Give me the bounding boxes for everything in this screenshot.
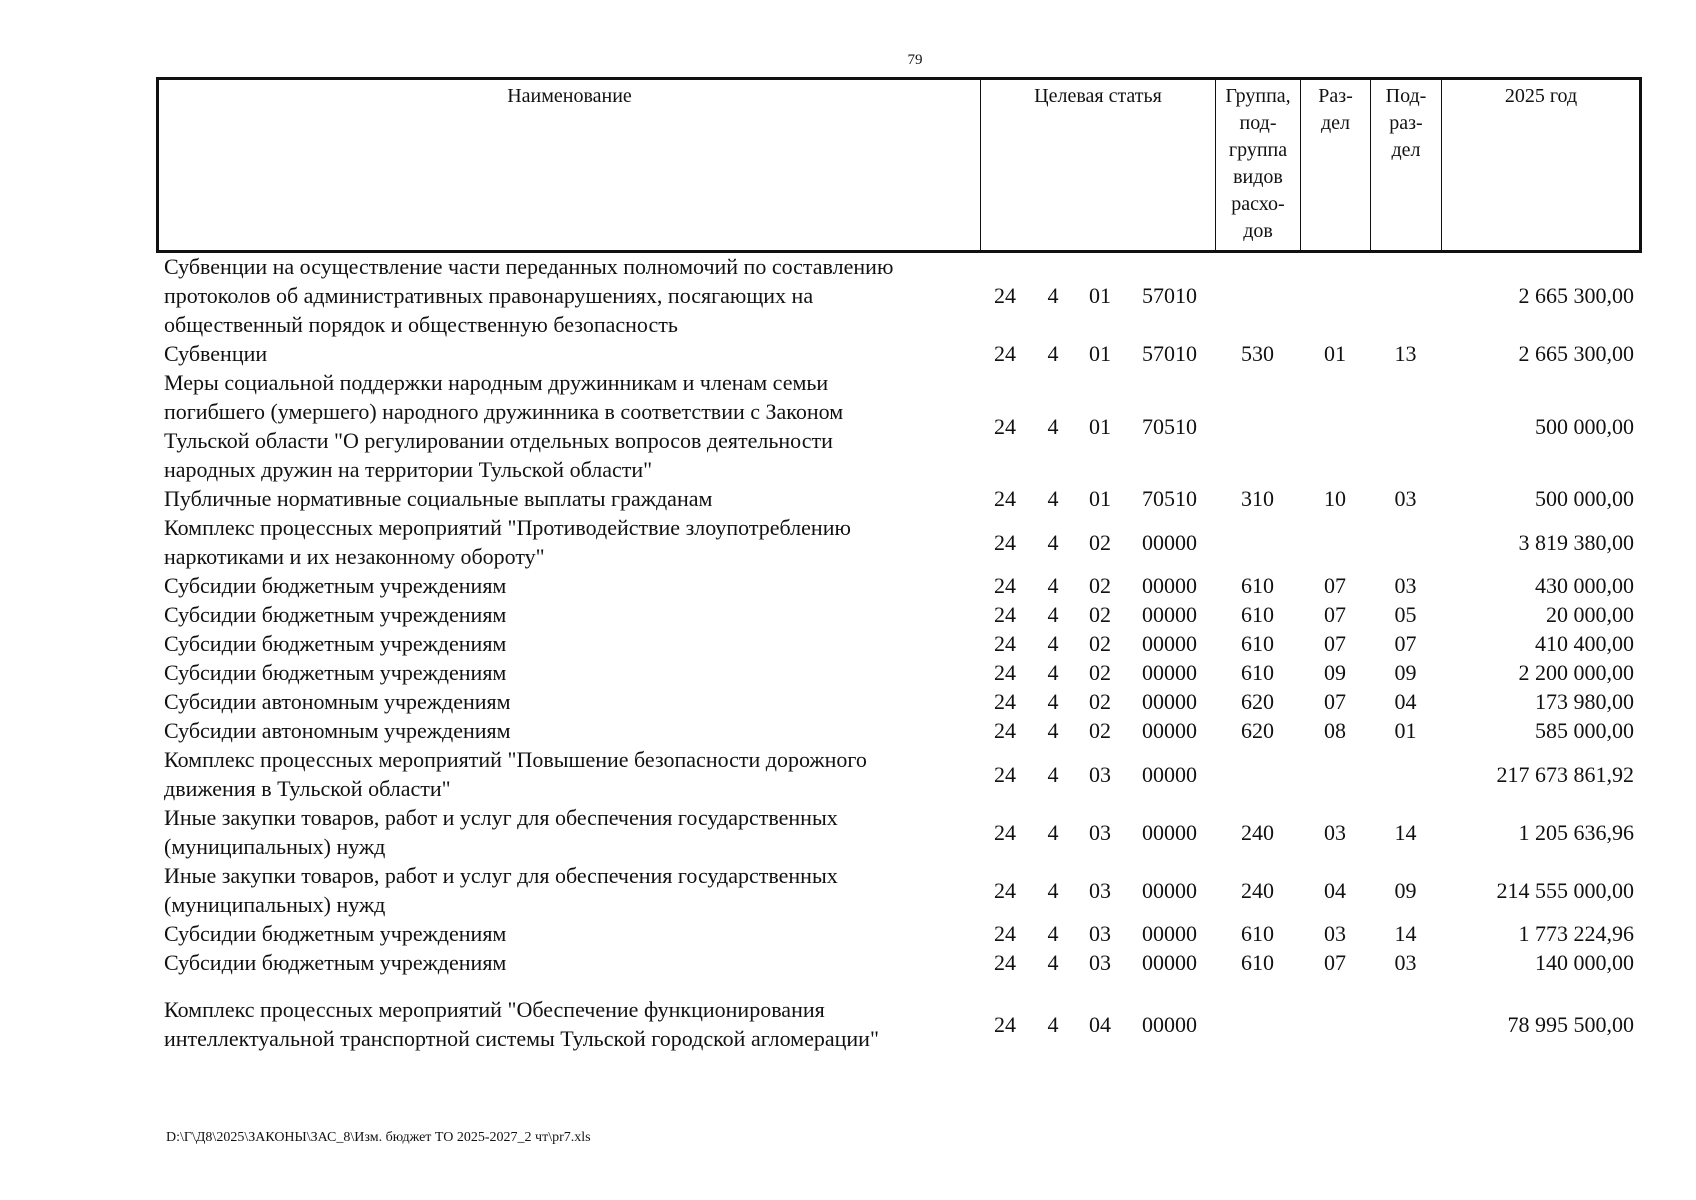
header-line: Группа, (1225, 85, 1291, 107)
amount-2025: 3 819 380,00 (1518, 529, 1634, 555)
target-code-2: 4 (1047, 718, 1059, 743)
target-code-1: 24 (994, 718, 1016, 743)
subsection-code (1370, 368, 1441, 484)
table-row (158, 745, 1640, 803)
header-line: раз- (1389, 112, 1423, 134)
target-code-1: 24 (994, 413, 1016, 439)
subsection-code: 03 (1394, 950, 1417, 975)
expense-group: 620 (1241, 718, 1274, 743)
row-name-line: Субвенции на осуществление части переданных полномочий по составлению (164, 254, 894, 279)
row-name-line: Субсидии бюджетным учреждениям (164, 660, 507, 685)
target-code-2: 4 (1047, 529, 1059, 555)
expense-group: 610 (1241, 602, 1274, 627)
target-code-2: 4 (1047, 761, 1059, 787)
expense-group: 610 (1241, 921, 1274, 946)
section-code: 10 (1324, 486, 1346, 511)
amount-2025: 2 200 000,00 (1518, 660, 1634, 685)
target-code-4: 57010 (1142, 341, 1197, 366)
section-code: 04 (1324, 877, 1346, 903)
amount-2025: 1 205 636,96 (1518, 819, 1634, 845)
subsection-code: 14 (1394, 921, 1417, 946)
subsection-code: 04 (1394, 689, 1417, 714)
section-code (1300, 745, 1370, 803)
amount-2025: 2 665 300,00 (1518, 283, 1634, 308)
target-code-3: 03 (1089, 950, 1111, 975)
amount-2025: 78 995 500,00 (1507, 1011, 1634, 1037)
target-code-2: 4 (1047, 486, 1059, 511)
target-code-3: 01 (1089, 283, 1111, 308)
target-code-1: 24 (994, 529, 1016, 555)
header-line: дел (1391, 139, 1421, 161)
row-name-line: протоколов об административных правонарушениях, посягающих на (164, 283, 814, 308)
section-code (1300, 513, 1370, 571)
amount-2025: 585 000,00 (1535, 718, 1634, 743)
row-spacer (158, 977, 1640, 995)
row-name-line: Субсидии автономным учреждениям (164, 689, 511, 714)
target-code-4: 00000 (1142, 877, 1197, 903)
table-row (158, 484, 1640, 513)
row-name-line: Тульской области "О регулировании отдельных вопросов деятельности (164, 428, 833, 453)
row-name (158, 484, 980, 513)
target-code-2: 4 (1047, 689, 1059, 714)
header-line: Под- (1385, 85, 1427, 107)
header-subsection (1371, 79, 1442, 251)
expense-group: 620 (1241, 689, 1274, 714)
section-code (1300, 368, 1370, 484)
subsection-code: 03 (1394, 573, 1417, 598)
amount-2025: 217 673 861,92 (1496, 761, 1634, 787)
target-code-2: 4 (1047, 660, 1059, 685)
target-code-1: 24 (994, 1011, 1016, 1037)
section-code: 07 (1324, 631, 1346, 656)
table-row (158, 948, 1640, 977)
target-code-2: 4 (1047, 950, 1059, 975)
row-name-line: Субвенции (164, 341, 268, 366)
row-name-line: Субсидии бюджетным учреждениям (164, 573, 507, 598)
table-row (158, 687, 1640, 716)
target-code-2: 4 (1047, 341, 1059, 366)
row-name (158, 716, 980, 745)
expense-group: 610 (1241, 950, 1274, 975)
section-code: 01 (1324, 341, 1346, 366)
table-header (158, 78, 1641, 251)
table-row (158, 513, 1640, 571)
target-code-4: 00000 (1142, 921, 1197, 946)
target-code-1: 24 (994, 283, 1016, 308)
target-code-1: 24 (994, 573, 1016, 598)
row-name (158, 948, 980, 977)
table-row (158, 803, 1640, 861)
subsection-code: 03 (1394, 486, 1417, 511)
row-name-line: интеллектуальной транспортной системы Тульской городской агломерации" (164, 1026, 879, 1051)
header-line: расхо- (1231, 193, 1285, 215)
amount-2025: 1 773 224,96 (1518, 921, 1634, 946)
subsection-code: 05 (1394, 602, 1417, 627)
section-code (1300, 995, 1370, 1053)
row-name-line: Иные закупки товаров, работ и услуг для обеспечения государственных (164, 805, 838, 830)
target-code-2: 4 (1047, 283, 1059, 308)
expense-group: 610 (1241, 660, 1274, 685)
row-name (158, 861, 980, 919)
target-code-2: 4 (1047, 1011, 1059, 1037)
row-name (158, 513, 980, 571)
row-name (158, 571, 980, 600)
table-row (158, 658, 1640, 687)
target-code-2: 4 (1047, 602, 1059, 627)
target-code-3: 02 (1089, 660, 1111, 685)
target-code-4: 70510 (1142, 486, 1197, 511)
row-name-line: Субсидии автономным учреждениям (164, 718, 511, 743)
table-row (158, 368, 1640, 484)
row-name-line: Субсидии бюджетным учреждениям (164, 950, 507, 975)
section-code: 03 (1324, 921, 1346, 946)
target-code-3: 01 (1089, 413, 1111, 439)
section-code: 07 (1324, 689, 1346, 714)
row-name (158, 995, 980, 1053)
target-code-3: 04 (1089, 1011, 1111, 1037)
expense-group: 610 (1241, 631, 1274, 656)
target-code-4: 00000 (1142, 689, 1197, 714)
amount-2025: 20 000,00 (1546, 602, 1634, 627)
target-code-2: 4 (1047, 877, 1059, 903)
target-code-1: 24 (994, 689, 1016, 714)
section-code: 08 (1324, 718, 1346, 743)
amount-2025: 500 000,00 (1535, 486, 1634, 511)
target-code-4: 00000 (1142, 761, 1197, 787)
target-code-1: 24 (994, 877, 1016, 903)
row-name-line: (муниципальных) нужд (164, 892, 386, 917)
subsection-code: 09 (1394, 877, 1417, 903)
target-code-4: 00000 (1142, 631, 1197, 656)
table-row (158, 716, 1640, 745)
header-line: дел (1320, 112, 1351, 134)
header-name: Наименование (159, 79, 981, 251)
target-code-1: 24 (994, 341, 1016, 366)
subsection-code (1370, 513, 1441, 571)
subsection-code: 13 (1394, 341, 1417, 366)
target-code-3: 02 (1089, 573, 1111, 598)
expense-group: 610 (1241, 573, 1274, 598)
row-name (158, 339, 980, 368)
header-line: дов (1243, 220, 1273, 242)
row-name-line: Субсидии бюджетным учреждениям (164, 921, 507, 946)
header-line: под- (1239, 112, 1277, 134)
target-code-4: 00000 (1142, 602, 1197, 627)
target-code-1: 24 (994, 761, 1016, 787)
section-code: 03 (1324, 819, 1346, 845)
row-name-line: наркотиками и их незаконному обороту" (164, 544, 545, 569)
row-name (158, 658, 980, 687)
target-code-1: 24 (994, 660, 1016, 685)
row-name (158, 687, 980, 716)
expense-group (1215, 252, 1300, 339)
row-name-line: народных дружин на территории Тульской области" (164, 457, 653, 482)
target-code-2: 4 (1047, 631, 1059, 656)
amount-2025: 2 665 300,00 (1518, 341, 1634, 366)
page-number: 79 (907, 52, 923, 68)
subsection-code: 07 (1394, 631, 1417, 656)
expense-group: 240 (1241, 819, 1274, 845)
target-code-4: 00000 (1142, 718, 1197, 743)
row-name-line: движения в Тульской области" (164, 776, 451, 801)
amount-2025: 410 400,00 (1535, 631, 1634, 656)
expense-group (1215, 995, 1300, 1053)
target-code-1: 24 (994, 950, 1016, 975)
row-name (158, 803, 980, 861)
table-row (158, 571, 1640, 600)
target-code-4: 00000 (1142, 573, 1197, 598)
header-line: Раз- (1318, 85, 1353, 107)
subsection-code: 01 (1394, 718, 1417, 743)
row-name-line: Комплекс процессных мероприятий "Повышение безопасности дорожного (164, 747, 867, 772)
target-code-4: 00000 (1142, 529, 1197, 555)
target-code-3: 02 (1089, 718, 1111, 743)
section-code: 07 (1324, 950, 1346, 975)
target-code-4: 00000 (1142, 1011, 1197, 1037)
header-target: Целевая статья (981, 79, 1216, 251)
row-name-line: Комплекс процессных мероприятий "Противодействие злоупотреблению (164, 515, 851, 540)
expense-group: 310 (1241, 486, 1274, 511)
row-name-line: Меры социальной поддержки народным дружинникам и членам семьи (164, 370, 829, 395)
target-code-1: 24 (994, 631, 1016, 656)
row-name (158, 745, 980, 803)
target-code-4: 00000 (1142, 819, 1197, 845)
target-code-4: 70510 (1142, 413, 1197, 439)
table-row (158, 252, 1640, 339)
target-code-3: 02 (1089, 602, 1111, 627)
amount-2025: 173 980,00 (1535, 689, 1634, 714)
table-row (158, 629, 1640, 658)
header-line: группа (1228, 139, 1288, 161)
row-name-line: Субсидии бюджетным учреждениям (164, 631, 507, 656)
row-name (158, 368, 980, 484)
amount-2025: 500 000,00 (1535, 413, 1634, 439)
target-code-1: 24 (994, 819, 1016, 845)
target-code-2: 4 (1047, 819, 1059, 845)
amount-2025: 430 000,00 (1535, 573, 1634, 598)
table-row (158, 600, 1640, 629)
expense-group (1215, 513, 1300, 571)
header-section (1301, 79, 1371, 251)
target-code-3: 03 (1089, 761, 1111, 787)
target-code-3: 02 (1089, 631, 1111, 656)
row-name-line: погибшего (умершего) народного дружинника в соответствии с Законом (164, 399, 844, 424)
subsection-code: 09 (1394, 660, 1417, 685)
target-code-4: 00000 (1142, 950, 1197, 975)
table-row (158, 995, 1640, 1053)
section-code: 09 (1324, 660, 1346, 685)
subsection-code (1370, 995, 1441, 1053)
expense-group (1215, 368, 1300, 484)
amount-2025: 214 555 000,00 (1496, 877, 1634, 903)
subsection-code: 14 (1394, 819, 1417, 845)
target-code-3: 02 (1089, 529, 1111, 555)
row-name-line: Комплекс процессных мероприятий "Обеспечение функционирования (164, 997, 825, 1022)
subsection-code (1370, 745, 1441, 803)
target-code-3: 01 (1089, 341, 1111, 366)
expense-group: 530 (1241, 341, 1274, 366)
amount-2025: 140 000,00 (1535, 950, 1634, 975)
section-code (1300, 252, 1370, 339)
target-code-2: 4 (1047, 573, 1059, 598)
header-group (1216, 79, 1301, 251)
header-line: видов (1233, 166, 1283, 188)
target-code-3: 03 (1089, 877, 1111, 903)
expense-group: 240 (1241, 877, 1274, 903)
row-name-line: Публичные нормативные социальные выплаты гражданам (164, 486, 713, 511)
target-code-4: 57010 (1142, 283, 1197, 308)
section-code: 07 (1324, 602, 1346, 627)
section-code: 07 (1324, 573, 1346, 598)
row-name (158, 629, 980, 658)
row-name (158, 600, 980, 629)
row-name (158, 252, 980, 339)
budget-table (158, 252, 1640, 1053)
target-code-2: 4 (1047, 921, 1059, 946)
target-code-3: 01 (1089, 486, 1111, 511)
target-code-3: 02 (1089, 689, 1111, 714)
footer-file-path: D:\Г\Д8\2025\ЗАКОНЫ\ЗАС_8\Изм. бюджет ТО 2025-2027_2 чт\pr7.xls (166, 1130, 591, 1145)
target-code-2: 4 (1047, 413, 1059, 439)
row-name-line: Субсидии бюджетным учреждениям (164, 602, 507, 627)
target-code-4: 00000 (1142, 660, 1197, 685)
row-name-line: Иные закупки товаров, работ и услуг для обеспечения государственных (164, 863, 838, 888)
target-code-3: 03 (1089, 921, 1111, 946)
row-name (158, 919, 980, 948)
target-code-1: 24 (994, 921, 1016, 946)
table-row (158, 919, 1640, 948)
row-name-line: (муниципальных) нужд (164, 834, 386, 859)
table-row (158, 861, 1640, 919)
row-name-line: общественный порядок и общественную безопасность (164, 312, 678, 337)
table-row (158, 339, 1640, 368)
target-code-1: 24 (994, 486, 1016, 511)
subsection-code (1370, 252, 1441, 339)
header-year: 2025 год (1442, 79, 1641, 251)
expense-group (1215, 745, 1300, 803)
target-code-3: 03 (1089, 819, 1111, 845)
target-code-1: 24 (994, 602, 1016, 627)
